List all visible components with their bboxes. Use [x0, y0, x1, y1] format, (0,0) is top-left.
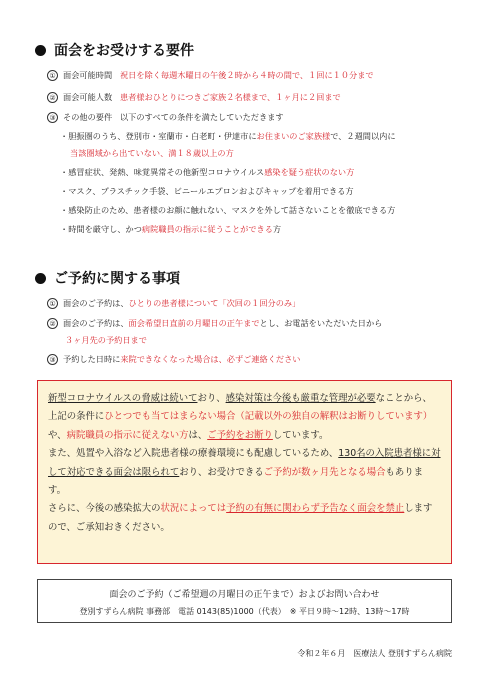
section1-heading: 面会をお受けする要件 [35, 40, 194, 60]
reservation-rule-2: ② 面会のご予約は、面会希望日直前の月曜日の正午までとし、お電話をいただいた日から [47, 318, 382, 329]
contact-details: 登別すずらん病院 事務部 電話 0143(85)1000（代表） ※ 平日９時～12時、13時～17時 [79, 607, 410, 616]
bullet-dot-icon [35, 45, 46, 56]
notice-box [37, 380, 452, 564]
reservation-rule-2-cont: ３ヶ月先の予約日まで [65, 335, 147, 345]
notice-paragraph-2: また、処置や入浴など入院患者様の療養環境にも配慮しているため、130名の入院患者様に対して対応できる面会は限られており、お受けできるご予約が数ヶ月先となる場合もあります。 [48, 448, 441, 497]
footer-issuer: 令和２年６月 医療法人 登別すずらん病院 [297, 649, 452, 658]
condition-residence: ・胆振圏のうち、登別市・室蘭市・白老町・伊達市にお住まいのご家族様で、２週間以内に [60, 131, 396, 141]
section2-heading: ご予約に関する事項 [35, 268, 180, 288]
bullet-dot-icon [35, 273, 46, 284]
requirement-other: ③ その他の要件 以下のすべての条件を満たしていただきます [47, 112, 284, 123]
condition-no-contact: ・感染防止のため、患者様のお顔に触れない、マスクを外して話さないことを徹底できる方 [60, 205, 396, 215]
requirement-people: ② 面会可能人数 患者様おひとりにつきご家族２名様まで、１ヶ月に２回まで [47, 92, 341, 103]
requirement-time: ① 面会可能時間 祝日を除く毎週木曜日の午後２時から４時の間で、１回に１０分まで [47, 70, 374, 81]
notice-paragraph-3: さらに、今後の感染拡大の状況によっては予約の有無に関わらず予告なく面会を禁止しますので、ご承知おきください。 [48, 503, 433, 533]
contact-title: 面会のご予約（ご希望週の月曜日の正午まで）およびお問い合わせ [109, 590, 380, 600]
reservation-rule-3: ③ 予約した日時に来院できなくなった場合は、必ずご連絡ください [47, 354, 300, 365]
condition-symptoms: ・感冒症状、発熱、味覚異常その他新型コロナウイルス感染を疑う症状のない方 [60, 167, 355, 177]
reservation-rule-1: ① 面会のご予約は、ひとりの患者様について「次回の１回分のみ」 [47, 298, 300, 309]
condition-residence-cont: 当該圏域から出ていない、満１８歳以上の方 [70, 148, 234, 158]
notice-paragraph-1: 新型コロナウイルスの脅威は続いており、感染対策は今後も厳重な管理が必要なことから、上記の条件にひとつでも当てはまらない場合（記載以外の独自の解釈はお断りしています）や、病院職員の指示に従えない方は、ご予約をお断りしています。 [48, 393, 433, 441]
condition-ppe: ・マスク、プラスチック手袋、ビニールエプロンおよびキャップを着用できる方 [60, 186, 354, 196]
contact-box [37, 579, 452, 623]
condition-time: ・時間を厳守し、かつ病院職員の指示に従うことができる方 [60, 224, 282, 234]
